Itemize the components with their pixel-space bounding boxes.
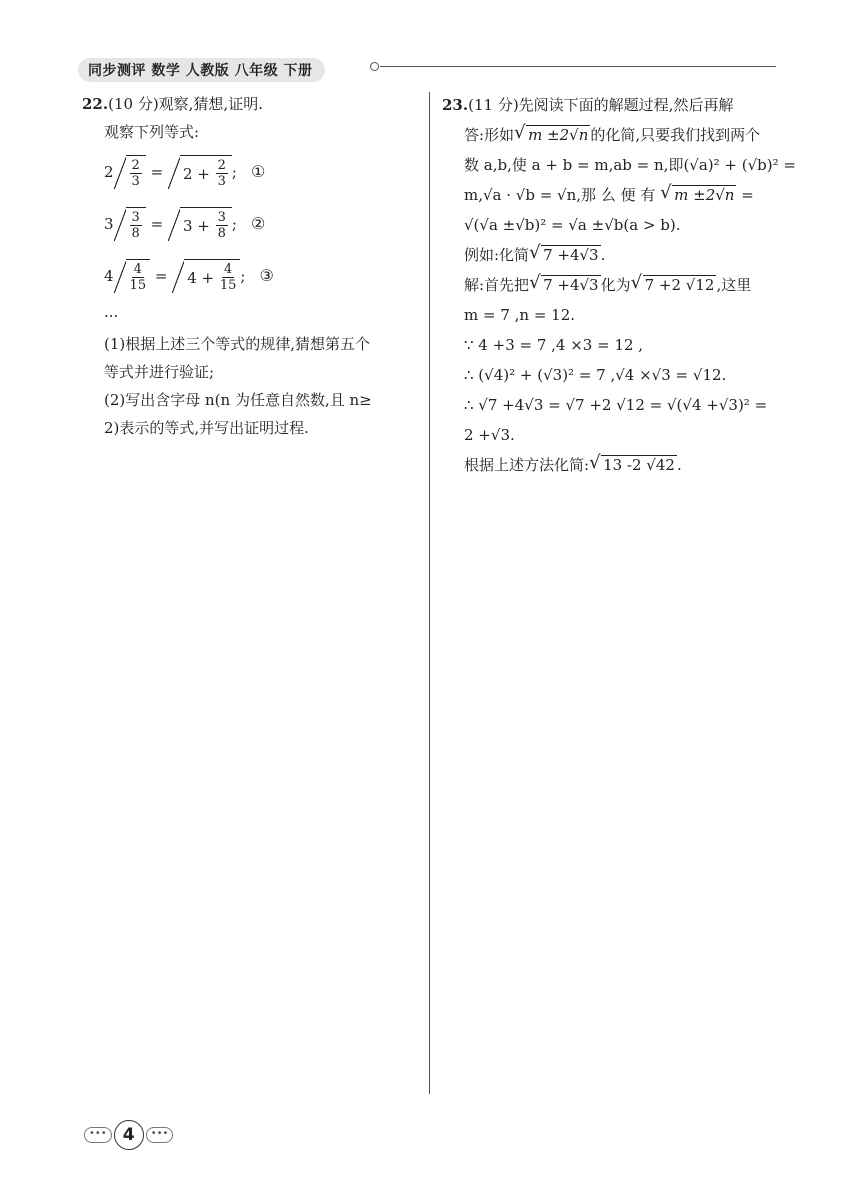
q23-line-5: √(√a ±√b)² = √a ±√b(a > b). (464, 216, 681, 234)
q23-line-6: 例如:化简√ 7 +4√3 . (442, 240, 782, 270)
footer-dots-left: ••• (84, 1127, 112, 1143)
q23-line-4: m,√a · √b = √n,那 么 便 有 √ m ±2√n = (442, 180, 782, 210)
q23-line-11: ∴ √7 +4√3 = √7 +2 √12 = √(√4 +√3)² = (464, 396, 768, 414)
question-23 (442, 90, 796, 480)
q23-number: 23. (442, 96, 469, 114)
header-ornament-dot (370, 62, 379, 71)
q23-line-2: 答:形如√ m ±2√n 的化简,只要我们找到两个 (442, 120, 782, 150)
q23-line-8: m = 7 ,n = 12. (464, 306, 576, 324)
q22-heading (82, 90, 422, 118)
equation-marker: ③ (259, 266, 274, 285)
equation-marker: ① (250, 162, 266, 181)
q23-line-3: 数 a,b,使 a + b = m,ab = n,即(√a)² + (√b)² = (464, 156, 796, 174)
q23-line-9: ∵ 4 +3 = 7 ,4 ×3 = 12 , (464, 336, 644, 354)
q23-line-7: 解:首先把√ 7 +4√3 化为√ 7 +2 √12 ,这里 (442, 270, 782, 300)
q23-line-12: 2 +√3. (464, 426, 515, 444)
running-header (78, 58, 325, 82)
q22-intro: 观察下列等式: (104, 123, 200, 141)
page-number: 4 (114, 1120, 144, 1150)
q23-line-10: ∴ (√4)² + (√3)² = 7 ,√4 ×√3 = √12. (464, 366, 727, 384)
q22-equation-1: 2 $\frac{2}{3}$ = 2 + $\frac{2}{3}$ ; ① (82, 146, 422, 198)
question-22 (82, 90, 422, 442)
header-rule (380, 66, 776, 67)
q23-line-13: 根据上述方法化简:√ 13 -2 √42 . (442, 450, 782, 480)
q22-part1-line1: (1)根据上述三个等式的规律,猜想第五个 (104, 335, 371, 353)
footer-dots-right: ••• (146, 1127, 174, 1143)
column-divider (429, 92, 430, 1094)
q22-equation-3: 4 $\frac{4}{15}$ = 4 + $\frac{4}{15}$ ; ③ (82, 250, 422, 302)
q22-equation-2: 3 $\frac{3}{8}$ = 3 + $\frac{3}{8}$ ; ② (82, 198, 422, 250)
header-title: 同步测评 数学 人教版 八年级 下册 (78, 58, 325, 82)
q22-head: (10 分)观察,猜想,证明. (108, 95, 263, 113)
q22-part1-line2: 等式并进行验证; (104, 363, 215, 381)
q22-number: 22. (82, 95, 109, 113)
page-number-badge (84, 1120, 173, 1150)
equation-marker: ② (250, 214, 266, 233)
q22-part2-line2: 2)表示的等式,并写出证明过程. (104, 419, 309, 437)
q23-line-1: 23.(11 分)先阅读下面的解题过程,然后再解 (442, 96, 734, 114)
q22-ellipsis: ··· (104, 307, 119, 325)
q22-part2-line1: (2)写出含字母 n(n 为任意自然数,且 n≥ (104, 391, 372, 409)
